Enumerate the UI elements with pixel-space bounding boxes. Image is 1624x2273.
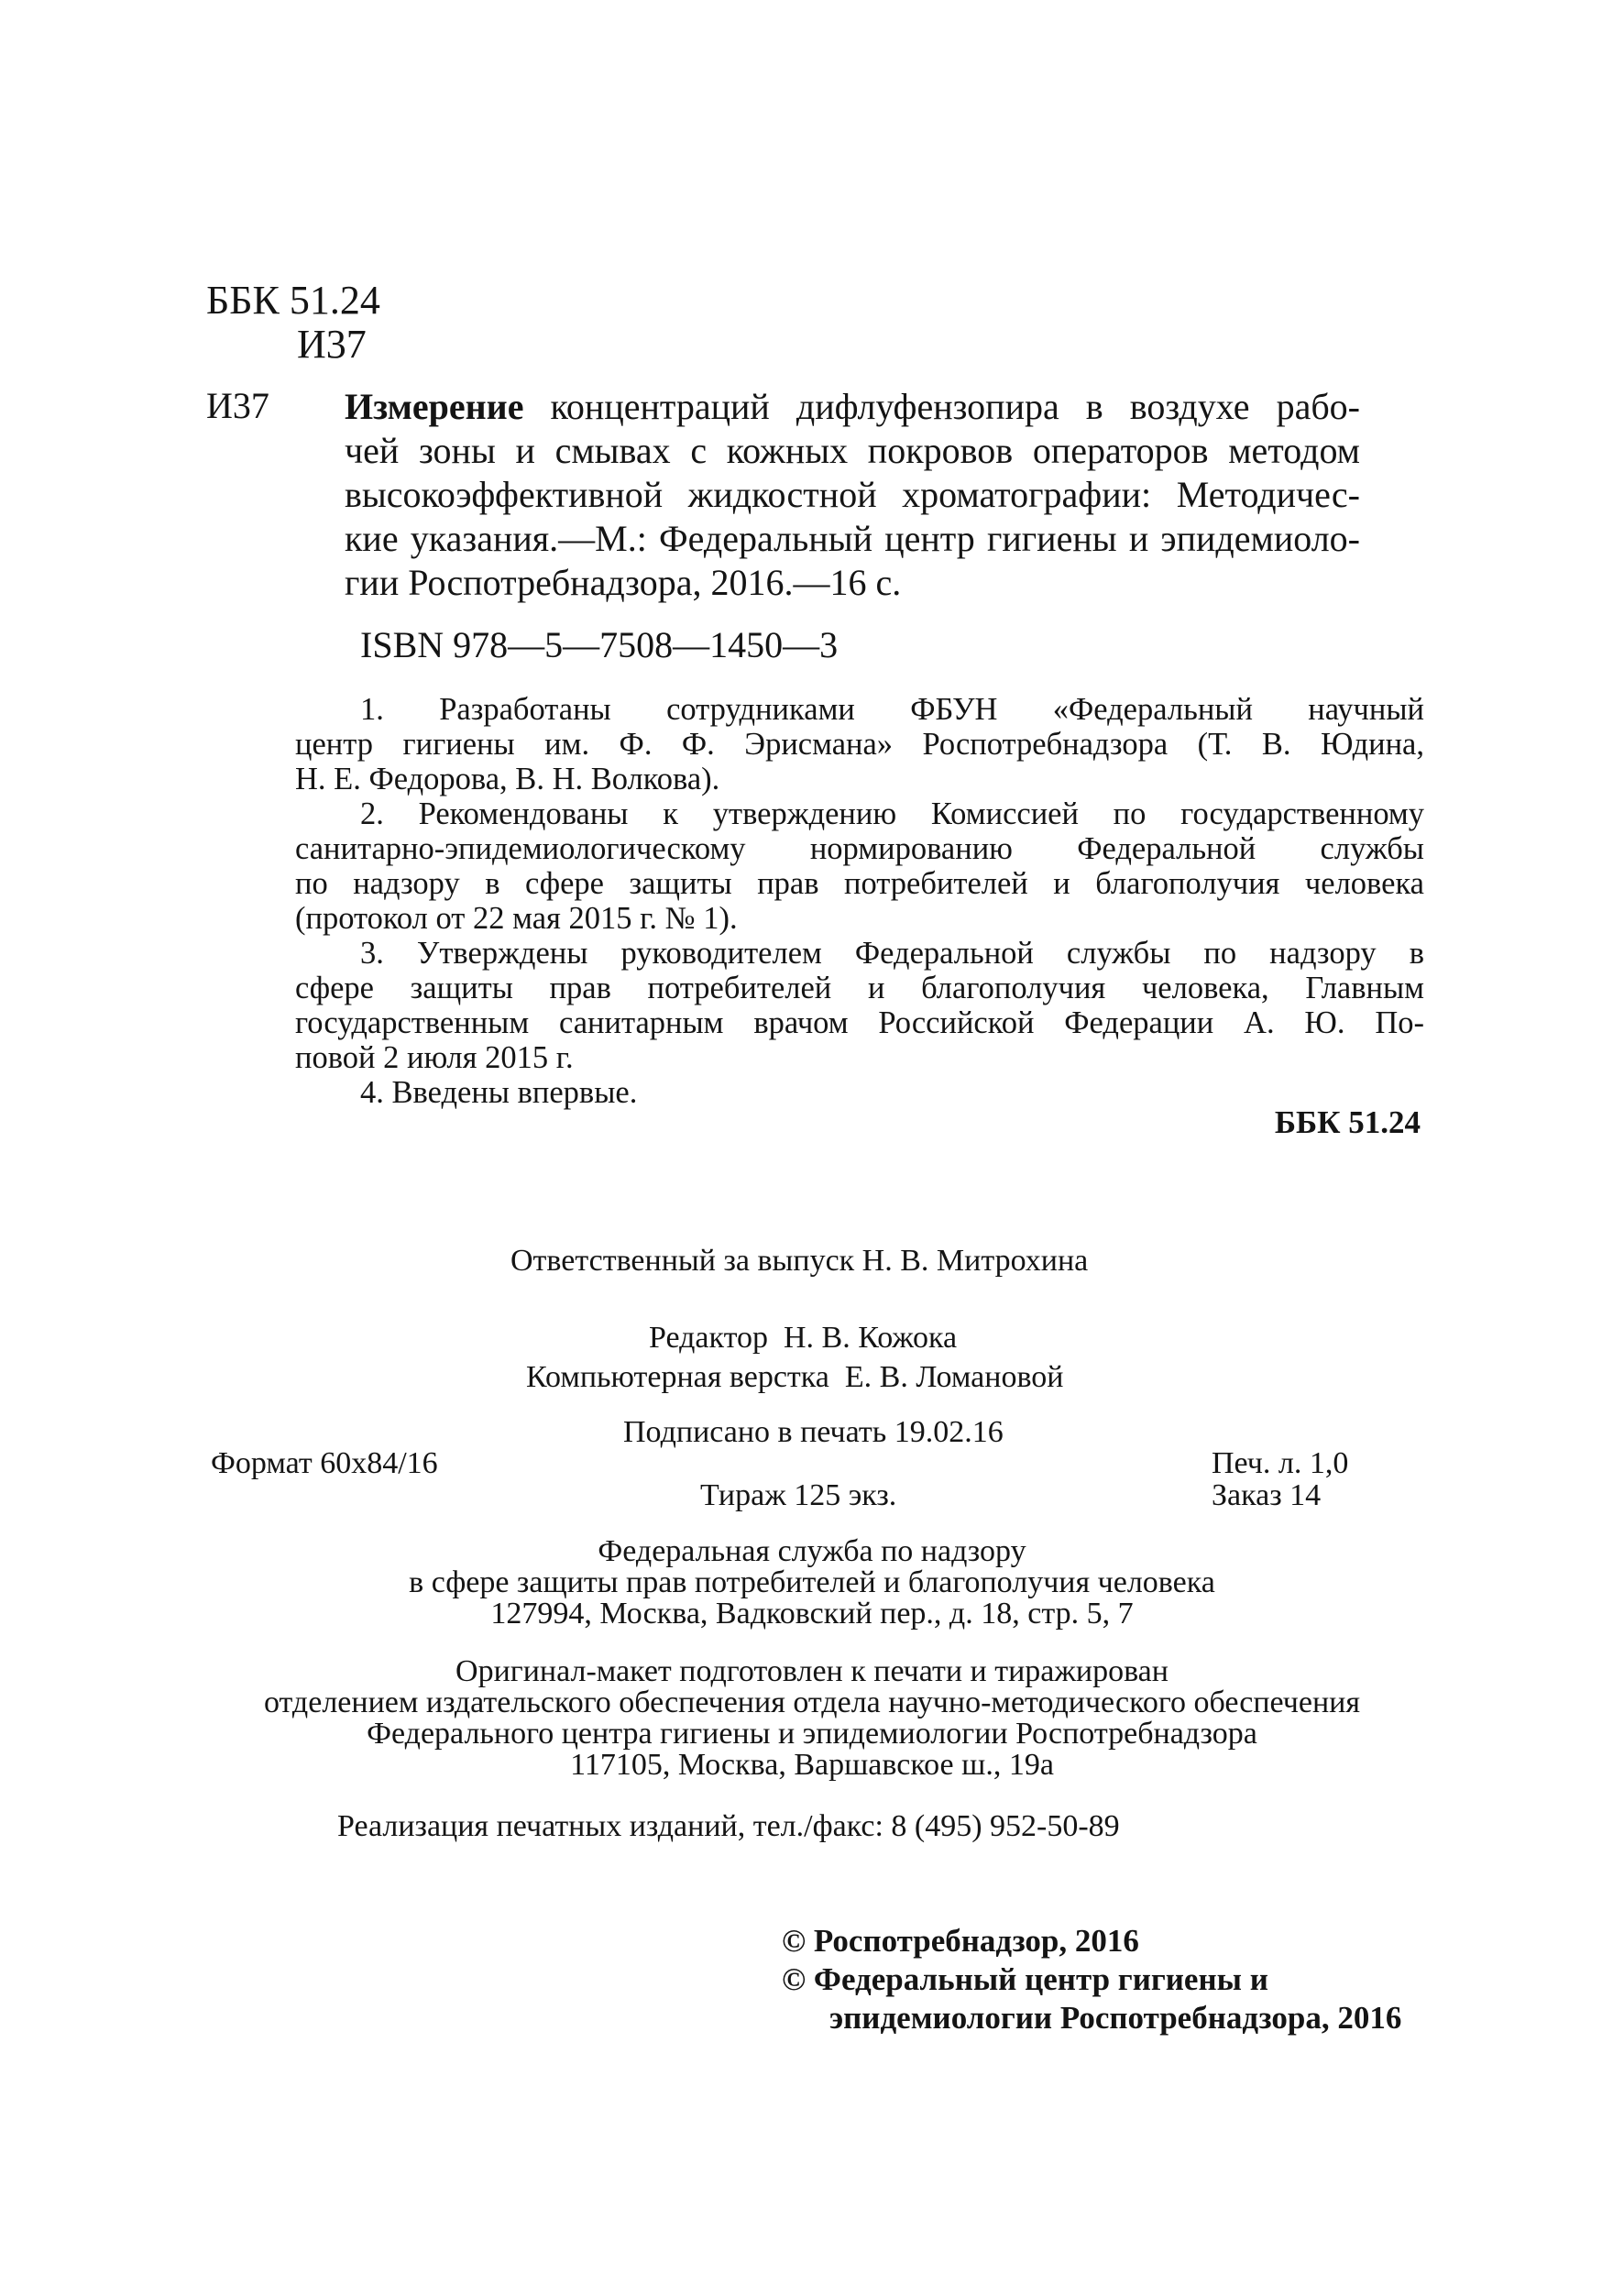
description-line: Измерение концентраций дифлуфензопира в воздухе рабо- — [345, 386, 1360, 427]
isbn: ISBN 978—5—7508—1450—3 — [360, 624, 839, 665]
note-line: Н. Е. Федорова, В. Н. Волкова). — [295, 762, 720, 796]
publisher-line: в сфере защиты прав потребителей и благополучия человека — [409, 1565, 1215, 1599]
notes-block — [295, 692, 1424, 1110]
note-line: 3. Утверждены руководителем Федеральной службы по надзору в — [360, 936, 1424, 971]
description-line: кие указания.—М.: Федеральный центр гигиены и эпидемиоло- — [345, 518, 1360, 559]
circulation: Тираж 125 экз. — [700, 1478, 897, 1512]
note-line: по надзору в сфере защиты прав потребителей и благополучия человека — [295, 866, 1424, 901]
note-line: государственным санитарным врачом Российской Федерации А. Ю. По- — [295, 1005, 1424, 1040]
entry-code: И37 — [206, 385, 269, 426]
title-bold: Измерение — [345, 386, 524, 427]
note-line: (протокол от 22 мая 2015 г. № 1). — [295, 901, 738, 936]
printer-line: отделением издательского обеспечения отдела научно-методического обеспечения — [263, 1686, 1361, 1719]
responsible-person: Ответственный за выпуск Н. В. Митрохина — [510, 1244, 1089, 1278]
author-code: И37 — [297, 322, 367, 367]
format: Формат 60х84/16 — [211, 1446, 438, 1480]
editor: Редактор Н. В. Кожока — [649, 1321, 958, 1355]
note-line: повой 2 июля 2015 г. — [295, 1040, 574, 1075]
description-line: высокоэффективной жидкостной хроматографии: Методичес- — [345, 474, 1360, 515]
order-number: Заказ 14 — [1212, 1478, 1322, 1512]
bibliographic-description — [345, 385, 1360, 605]
description-line: гии Роспотребнадзора, 2016.—16 с. — [345, 562, 902, 603]
publisher-address: 127994, Москва, Вадковский пер., д. 18, стр. 5, 7 — [490, 1597, 1134, 1631]
printer-address: 117105, Москва, Варшавское ш., 19а — [570, 1748, 1054, 1782]
note-line: санитарно-эпидемиологическому нормированию Федеральной службы — [295, 831, 1424, 866]
signed-date: Подписано в печать 19.02.16 — [623, 1415, 1004, 1449]
note-line: 1. Разработаны сотрудниками ФБУН «Федеральный научный — [360, 692, 1424, 727]
printer-line: Оригинал-макет подготовлен к печати и тиражирован — [455, 1654, 1169, 1688]
layout-designer: Компьютерная верстка Е. В. Ломановой — [526, 1360, 1064, 1394]
copyright-line: эпидемиологии Роспотребнадзора, 2016 — [829, 2000, 1402, 2036]
copyright-line: © Федеральный центр гигиены и — [782, 1961, 1268, 1997]
note-line: сфере защиты прав потребителей и благополучия человека, Главным — [295, 971, 1424, 1005]
bbk-index-top: ББК 51.24 — [206, 278, 380, 323]
note-line: центр гигиены им. Ф. Ф. Эрисмана» Роспотребнадзора (Т. В. Юдина, — [295, 727, 1424, 762]
note-line: 2. Рекомендованы к утверждению Комиссией по государственному — [360, 796, 1424, 831]
publisher-line: Федеральная служба по надзору — [598, 1534, 1026, 1568]
description-line: чей зоны и смывах с кожных покровов операторов методом — [345, 430, 1360, 471]
printer-line: Федерального центра гигиены и эпидемиологии Роспотребнадзора — [367, 1717, 1257, 1751]
printed-sheets: Печ. л. 1,0 — [1212, 1446, 1349, 1480]
sales-contact: Реализация печатных изданий, тел./факс: 8 (495) 952-50-89 — [337, 1809, 1120, 1843]
bbk-index-bottom: ББК 51.24 — [1274, 1104, 1421, 1140]
copyright-line: © Роспотребнадзор, 2016 — [782, 1923, 1139, 1959]
note-line: 4. Введены впервые. — [360, 1075, 638, 1110]
